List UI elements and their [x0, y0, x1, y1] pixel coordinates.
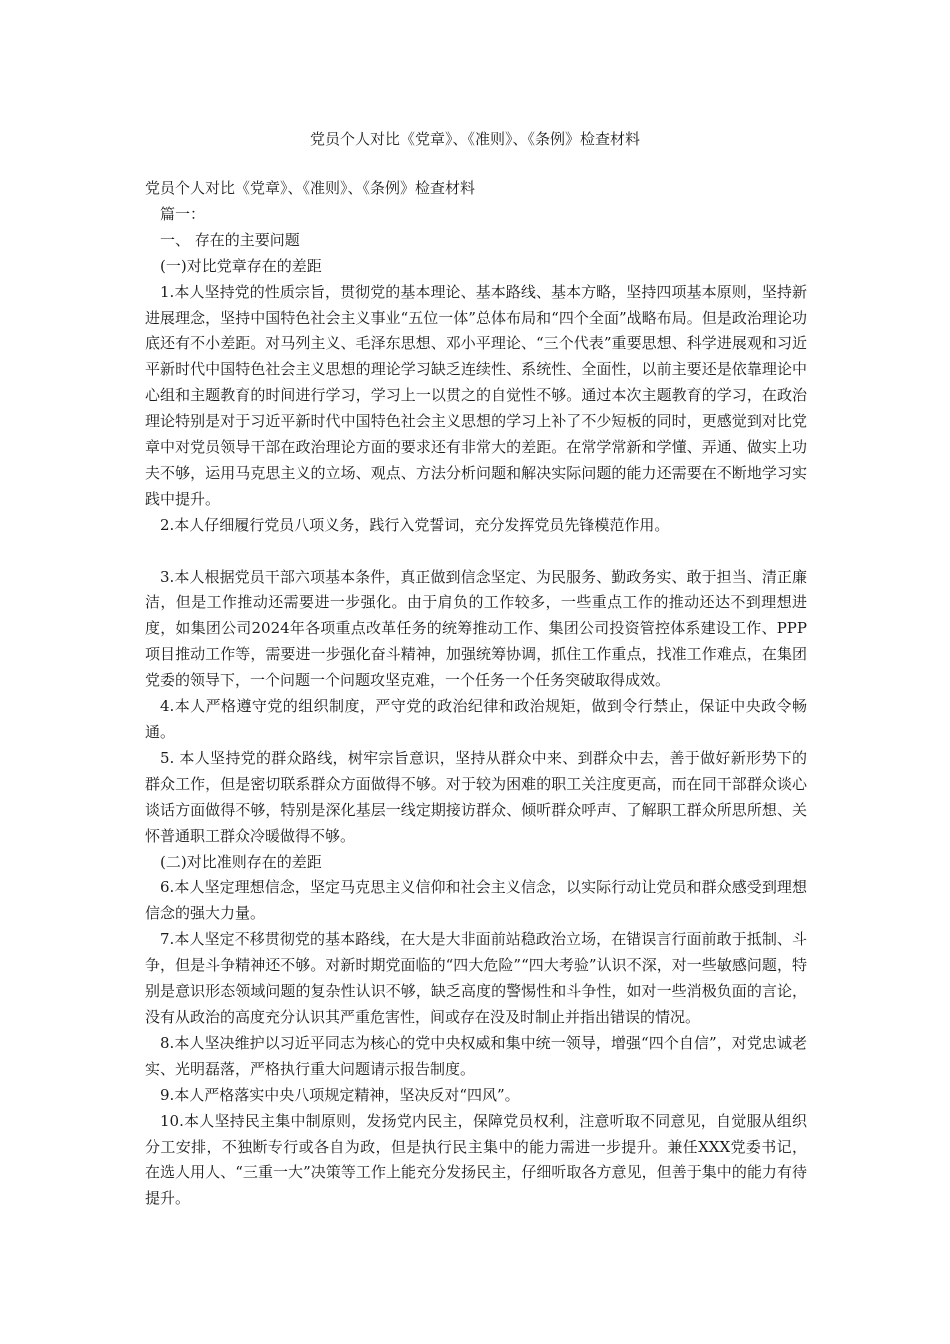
paragraph: 2.本人仔细履行党员八项义务，践行入党誓词，充分发挥党员先锋模范作用。	[160, 515, 670, 534]
paragraph: 篇一：	[160, 204, 206, 223]
blank-line	[145, 539, 807, 565]
paragraph: 6.本人坚定理想信念，坚定马克思主义信仰和社会主义信念，以实际行动让党员和群众感受到理想信念的强大力量。	[145, 878, 807, 923]
paragraph: (二)对比准则存在的差距	[160, 852, 322, 871]
document-title: 党员个人对比《党章》、《准则》、《条例》检查材料	[309, 130, 640, 148]
paragraph: 9.本人严格落实中央八项规定精神，坚决反对“四风”。	[160, 1085, 520, 1104]
paragraph: 10.本人坚持民主集中制原则，发扬党内民主，保障党员权利，注意听取不同意见，自觉服从组织分工安排，不独断专行或各自为政，但是执行民主集中的能力需进一步提升。兼任XXX党委书记，在选人用人、“三重一大”决策等工作上能充分发扬民主，仔细听取各方意见，但善于集中的能力有待提升。	[145, 1111, 807, 1208]
paragraph: 4.本人严格遵守党的组织制度，严守党的政治纪律和政治规矩，做到令行禁止，保证中央政令畅通。	[145, 697, 807, 742]
paragraph: 7.本人坚定不移贯彻党的基本路线，在大是大非面前站稳政治立场，在错误言行面前敢于抵制、斗争，但是斗争精神还不够。对新时期党面临的“四大危险”“四大考验”认识不深，对一些敏感问题，特别是意识形态领域问题的复杂性认识不够，缺乏高度的警惕性和斗争性，如对一些消极负面的言论，没有从政治的高度充分认识其严重危害性，间或存在没及时制止并指出错误的情况。	[145, 930, 807, 1026]
paragraph: 3.本人根据党员干部六项基本条件，真正做到信念坚定、为民服务、勤政务实、敢于担当、清正廉洁，但是工作推动还需要进一步强化。由于肩负的工作较多，一些重点工作的推动还达不到理想进度，如集团公司2024年各项重点改革任务的统筹推动工作、集团公司投资管控体系建设工作、PPP项目推动工作等，需要进一步强化奋斗精神，加强统筹协调，抓住工作重点，找准工作难点，在集团党委的领导下，一个问题一个问题攻坚克难，一个任务一个任务突破取得成效。	[145, 567, 807, 690]
paragraph: 8.本人坚决维护以习近平同志为核心的党中央权威和集中统一领导，增强“四个自信”，对党忠诚老实、光明磊落，严格执行重大问题请示报告制度。	[145, 1033, 807, 1078]
paragraph: 党员个人对比《党章》、《准则》、《条例》检查材料	[145, 179, 476, 197]
paragraph: 一、 存在的主要问题	[160, 230, 300, 249]
paragraph: 1.本人坚持党的性质宗旨，贯彻党的基本理论、基本路线、基本方略，坚持四项基本原则，坚持新进展理念，坚持中国特色社会主义事业“五位一体”总体布局和“四个全面”战略布局。但是政治理论功底还有不小差距。对马列主义、毛泽东思想、邓小平理论、“三个代表”重要思想、科学进展观和习近平新时代中国特色社会主义思想的理论学习缺乏连续性、系统性、全面性，以前主要还是依靠理论中心组和主题教育的时间进行学习，学习上一以贯之的自觉性不够。通过本次主题教育的学习，在政治理论特别是对于习近平新时代中国特色社会主义思想的学习上补了不少短板的同时，更感觉到对比党章中对党员领导干部在政治理论方面的要求还有非常大的差距。在常学常新和学懂、弄通、做实上功夫不够，运用马克思主义的立场、观点、方法分析问题和解决实际问题的能力还需要在不断地学习实践中提升。	[145, 282, 807, 508]
document-body	[145, 176, 807, 1212]
paragraph: (一)对比党章存在的差距	[160, 256, 322, 275]
paragraph: 5. 本人坚持党的群众路线，树牢宗旨意识，坚持从群众中来、到群众中去，善于做好新形势下的群众工作，但是密切联系群众方面做得不够。对于较为困难的职工关注度更高，而在同干部群众谈心谈话方面做得不够，特别是深化基层一线定期接访群众、倾听群众呼声、了解职工群众所思所想、关怀普通职工群众冷暖做得不够。	[145, 748, 807, 845]
